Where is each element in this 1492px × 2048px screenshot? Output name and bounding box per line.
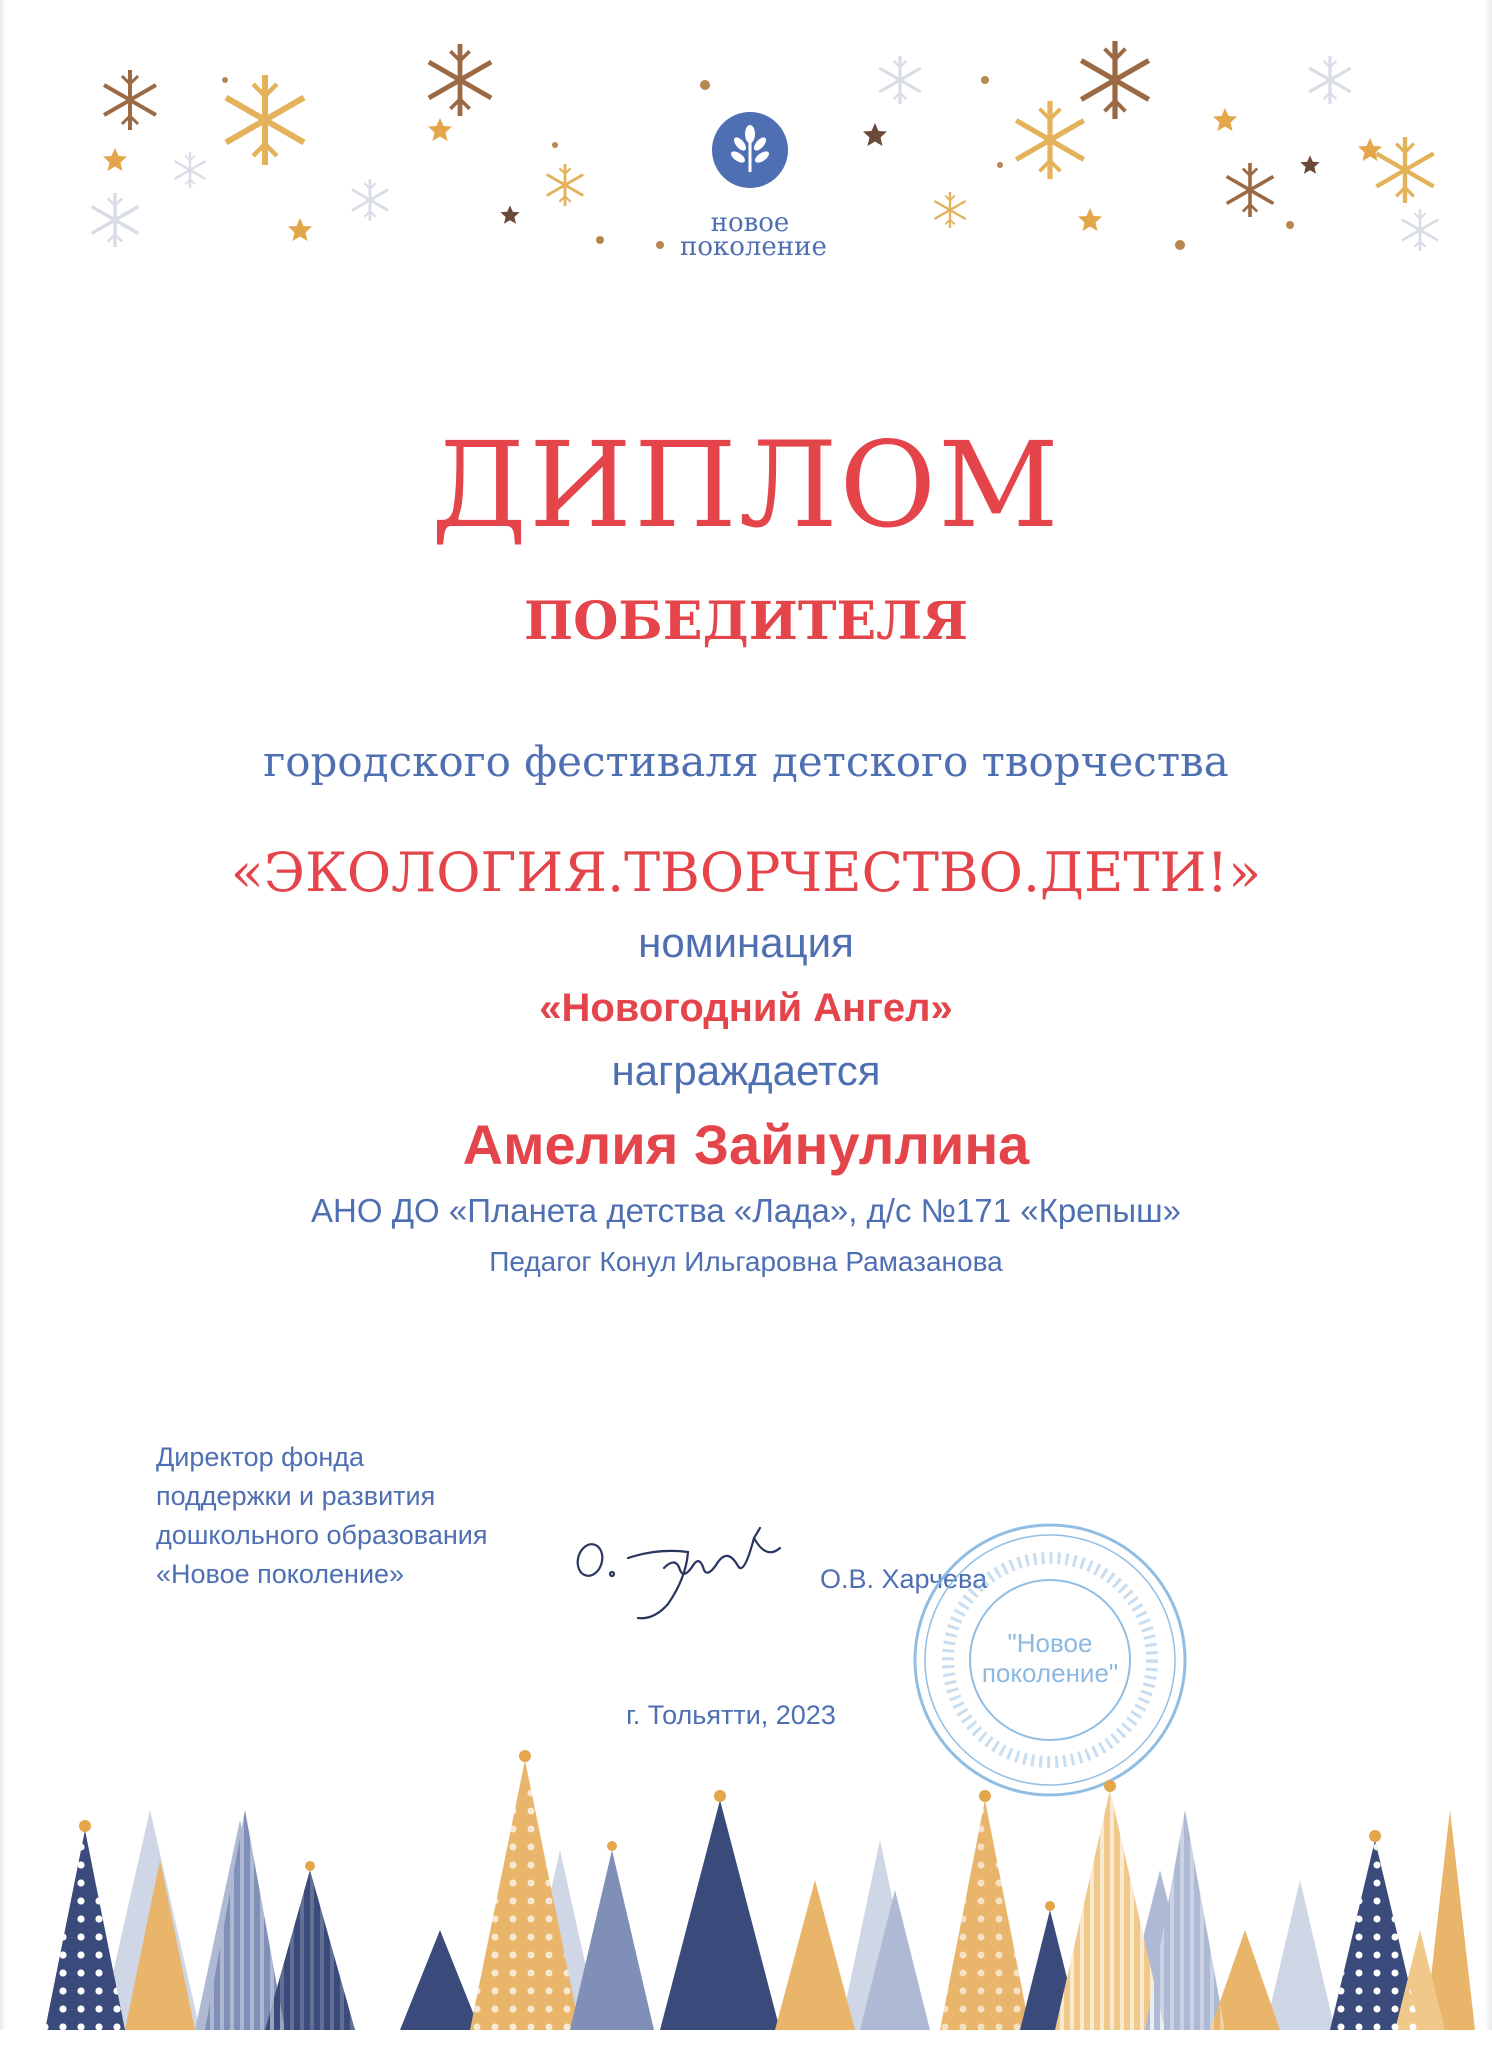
organization: АНО ДО «Планета детства «Лада», д/с №171 «Крепыш» <box>311 1192 1181 1229</box>
director-title-line: дошкольного образования <box>156 1520 488 1550</box>
diploma-subtitle: ПОБЕДИТЕЛЯ <box>523 591 968 652</box>
logo-tree-icon <box>710 110 790 190</box>
stamp-text-line1: "Новое <box>1007 1628 1093 1658</box>
festival-description: городского фестиваля детского творчества <box>263 737 1229 786</box>
logo-text-line1: новое <box>710 208 790 238</box>
diploma-title: ДИПЛОМ <box>431 416 1061 554</box>
director-title-line: Директор фонда <box>156 1442 365 1472</box>
festival-name: «ЭКОЛОГИЯ.ТВОРЧЕСТВО.ДЕТИ!» <box>230 841 1262 904</box>
teacher: Педагог Конул Ильгаровна Рамазанова <box>489 1246 1003 1277</box>
handwritten-signature <box>568 1508 808 1628</box>
logo <box>680 110 827 270</box>
christmas-trees-decoration <box>0 1730 1492 2048</box>
place-year-text: г. Тольятти, 2023 <box>626 1700 836 1730</box>
nomination-name: «Новогодний Ангел» <box>539 986 953 1030</box>
logo-text-line2: поколение <box>680 232 827 262</box>
director-title <box>156 1438 576 1594</box>
awarded-label: награждается <box>611 1047 881 1094</box>
nomination-label: номинация <box>638 919 854 966</box>
place-year <box>0 1698 1492 1732</box>
signer-name: О.В. Харчева <box>820 1564 988 1594</box>
director-title-line: «Новое поколение» <box>156 1559 405 1589</box>
director-title-line: поддержки и развития <box>156 1481 436 1511</box>
stamp-text-line2: поколение" <box>981 1658 1119 1688</box>
awardee-name: Амелия Зайнуллина <box>462 1113 1030 1176</box>
